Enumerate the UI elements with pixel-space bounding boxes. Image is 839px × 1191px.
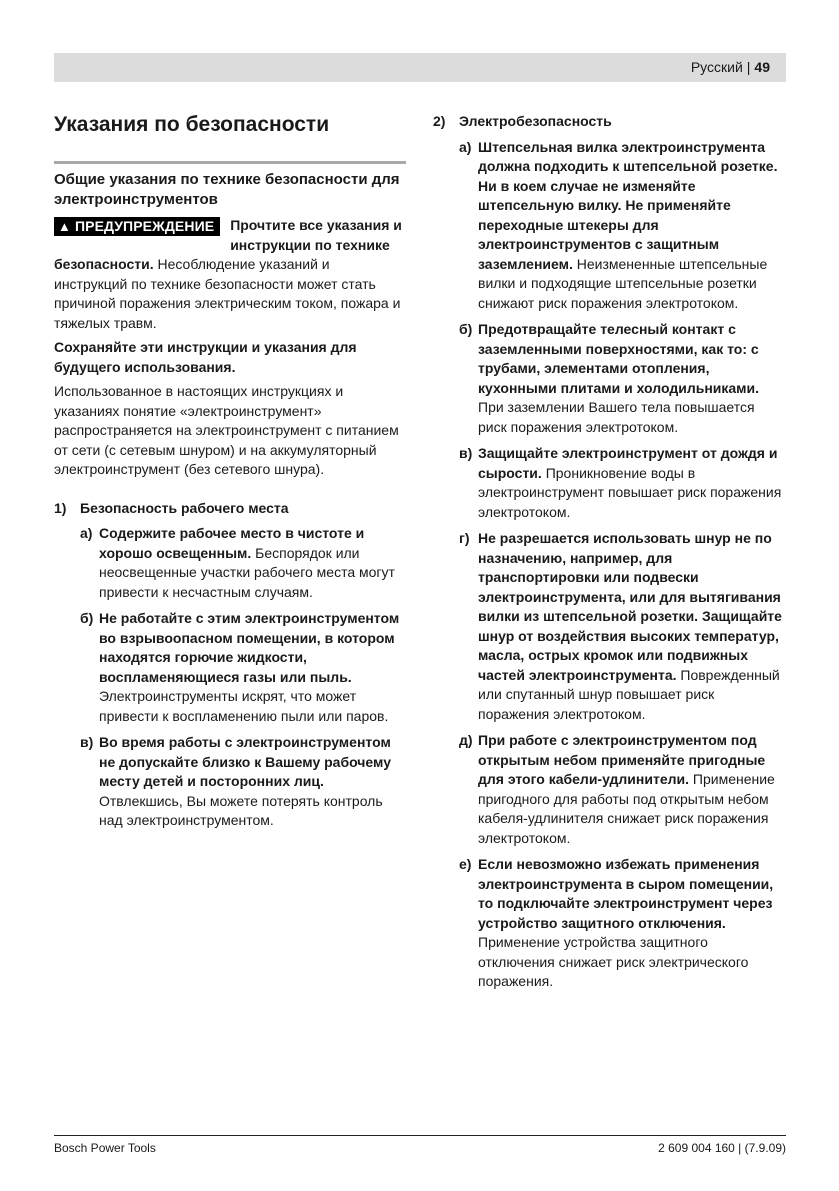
- left-column: [54, 110, 406, 838]
- item-marker: б): [80, 610, 94, 626]
- save-note: Сохраняйте эти инструкции и указания для будущего использования.: [54, 339, 357, 375]
- item-marker: д): [459, 732, 473, 748]
- item-marker: а): [459, 138, 472, 155]
- item-bold-text: При работе с электроинструментом под открытым небом применяйте пригодные для этого кабели-удлинители.: [478, 732, 766, 787]
- header-bar: [54, 53, 786, 82]
- page-title: Указания по безопасности: [54, 113, 330, 136]
- section-items: [433, 138, 786, 992]
- item-bold-text: Не разрешается использовать шнур не по назначению, например, для транспортировки или подвески электроинструмента, или для вытягивания вилки из штепсельной розетки. Защищайте шнур от воздействия высоких температур, масла, острых кромок или подвижных частей электроинструмента.: [478, 530, 782, 683]
- warning-label: ПРЕДУПРЕЖДЕНИЕ: [74, 218, 215, 234]
- section-heading: [433, 112, 786, 132]
- section-number: 1): [54, 499, 67, 516]
- item-text: При заземлении Вашего тела повышается риск поражения электротоком.: [478, 399, 755, 435]
- list-item: [80, 609, 406, 726]
- item-marker: в): [80, 734, 94, 750]
- section-title: Безопасность рабочего места: [80, 499, 289, 516]
- item-marker: б): [459, 321, 473, 337]
- item-bold-text: Во время работы с электроинструментом не допускайте близко к Вашему рабочему месту детей и посторонних лиц.: [99, 734, 391, 789]
- section-divider: [54, 161, 406, 164]
- section-title: Электробезопасность: [459, 113, 612, 129]
- item-body: [99, 609, 406, 726]
- item-bold-text: Не работайте с этим электроинструментом во взрывоопасном помещении, в котором находятся горючие жидкости, воспламеняющиеся газы или пыль.: [99, 610, 400, 685]
- list-item: [80, 733, 406, 831]
- section-number: 2): [433, 113, 446, 129]
- definition-paragraph: Использованное в настоящих инструкциях и указаниях понятие «электроинструмент» распространяется на электроинструмент с питанием от сети (с сетевым шнуром) и на аккумуляторный электроинструмент (без сетевого шнура).: [54, 383, 399, 477]
- item-marker: в): [459, 445, 473, 461]
- item-marker: г): [459, 530, 470, 546]
- item-body: [99, 733, 406, 831]
- list-item: [459, 138, 786, 314]
- list-item: [80, 524, 406, 602]
- warning-paragraph: [54, 216, 406, 333]
- item-text: Применение устройства защитного отключения снижает риск электрического поражения.: [478, 934, 749, 989]
- item-body: [478, 731, 786, 848]
- item-text: Беспорядок или неосвещенные участки рабочего места могут привести к несчастным случаям.: [99, 544, 395, 600]
- list-item: [459, 855, 786, 992]
- item-text: Электроинструменты искрят, что может привести к воспламенению пыли или паров.: [99, 688, 389, 724]
- item-bold-text: Защищайте электроинструмент от дождя и сырости.: [478, 445, 778, 481]
- item-text: Применение пригодного для работы под открытым небом кабеля-удлинителя снижает риск поражения электротоком.: [478, 771, 775, 846]
- footer-doc-number: 2 609 004 160 | (7.9.09): [658, 1141, 786, 1155]
- subtitle: Общие указания по технике безопасности для электроинструментов: [54, 171, 400, 208]
- item-body: [478, 855, 786, 992]
- footer-rule: [54, 1135, 786, 1136]
- section-items: [54, 524, 406, 831]
- item-text: Неизмененные штепсельные вилки и подходящие штепсельные розетки снижают риск поражения электротоком.: [478, 255, 768, 311]
- footer-publisher: Bosch Power Tools: [54, 1141, 156, 1155]
- item-bold-text: Если невозможно избежать применения электроинструмента в сыром помещении, то подключайте электроинструмент через устройство защитного отключения.: [478, 856, 774, 931]
- warning-triangle-icon: ▲: [58, 219, 71, 234]
- item-bold-text: Содержите рабочее место в чистоте и хорошо освещенным.: [99, 525, 365, 561]
- item-text: Проникновение воды в электроинструмент повышает риск поражения электротоком.: [478, 464, 782, 520]
- item-bold-text: Штепсельная вилка электроинструмента должна подходить к штепсельной розетке. Ни в коем случае не изменяйте штепсельную вилку. Не применяйте переходные штекеры для электроинструментов с защитным заземлением.: [478, 138, 778, 272]
- item-body: [478, 444, 786, 522]
- item-body: [478, 529, 786, 724]
- section-heading: [54, 499, 406, 519]
- warning-text: Несоблюдение указаний и инструкций по технике безопасности может стать причиной поражения электрическим током, пожара и тяжелых травм.: [54, 256, 401, 331]
- right-column: [433, 112, 786, 999]
- item-body: [99, 524, 406, 602]
- item-body: [478, 138, 786, 314]
- warning-bold-text: Прочтите все указания и инструкции по технике безопасности.: [54, 217, 402, 272]
- list-item: [459, 731, 786, 848]
- list-item: [459, 444, 786, 522]
- item-marker: е): [459, 856, 472, 872]
- page-number: 49: [754, 59, 770, 75]
- list-item: [459, 529, 786, 724]
- item-marker: а): [80, 525, 93, 541]
- item-text: Поврежденный или спутанный шнур повышает риск поражения электротоком.: [478, 666, 780, 722]
- warning-badge: [54, 217, 220, 236]
- item-text: Отвлекшись, Вы можете потерять контроль над электроинструментом.: [99, 792, 383, 828]
- list-item: [459, 320, 786, 437]
- item-bold-text: Предотвращайте телесный контакт с заземленными поверхностями, как то: с трубами, элементами отопления, кухонными плитами и холодильниками.: [478, 321, 760, 396]
- header-separator: |: [746, 59, 751, 75]
- header-language: Русский: [690, 59, 743, 75]
- item-body: [478, 320, 786, 437]
- header-text: [691, 59, 770, 76]
